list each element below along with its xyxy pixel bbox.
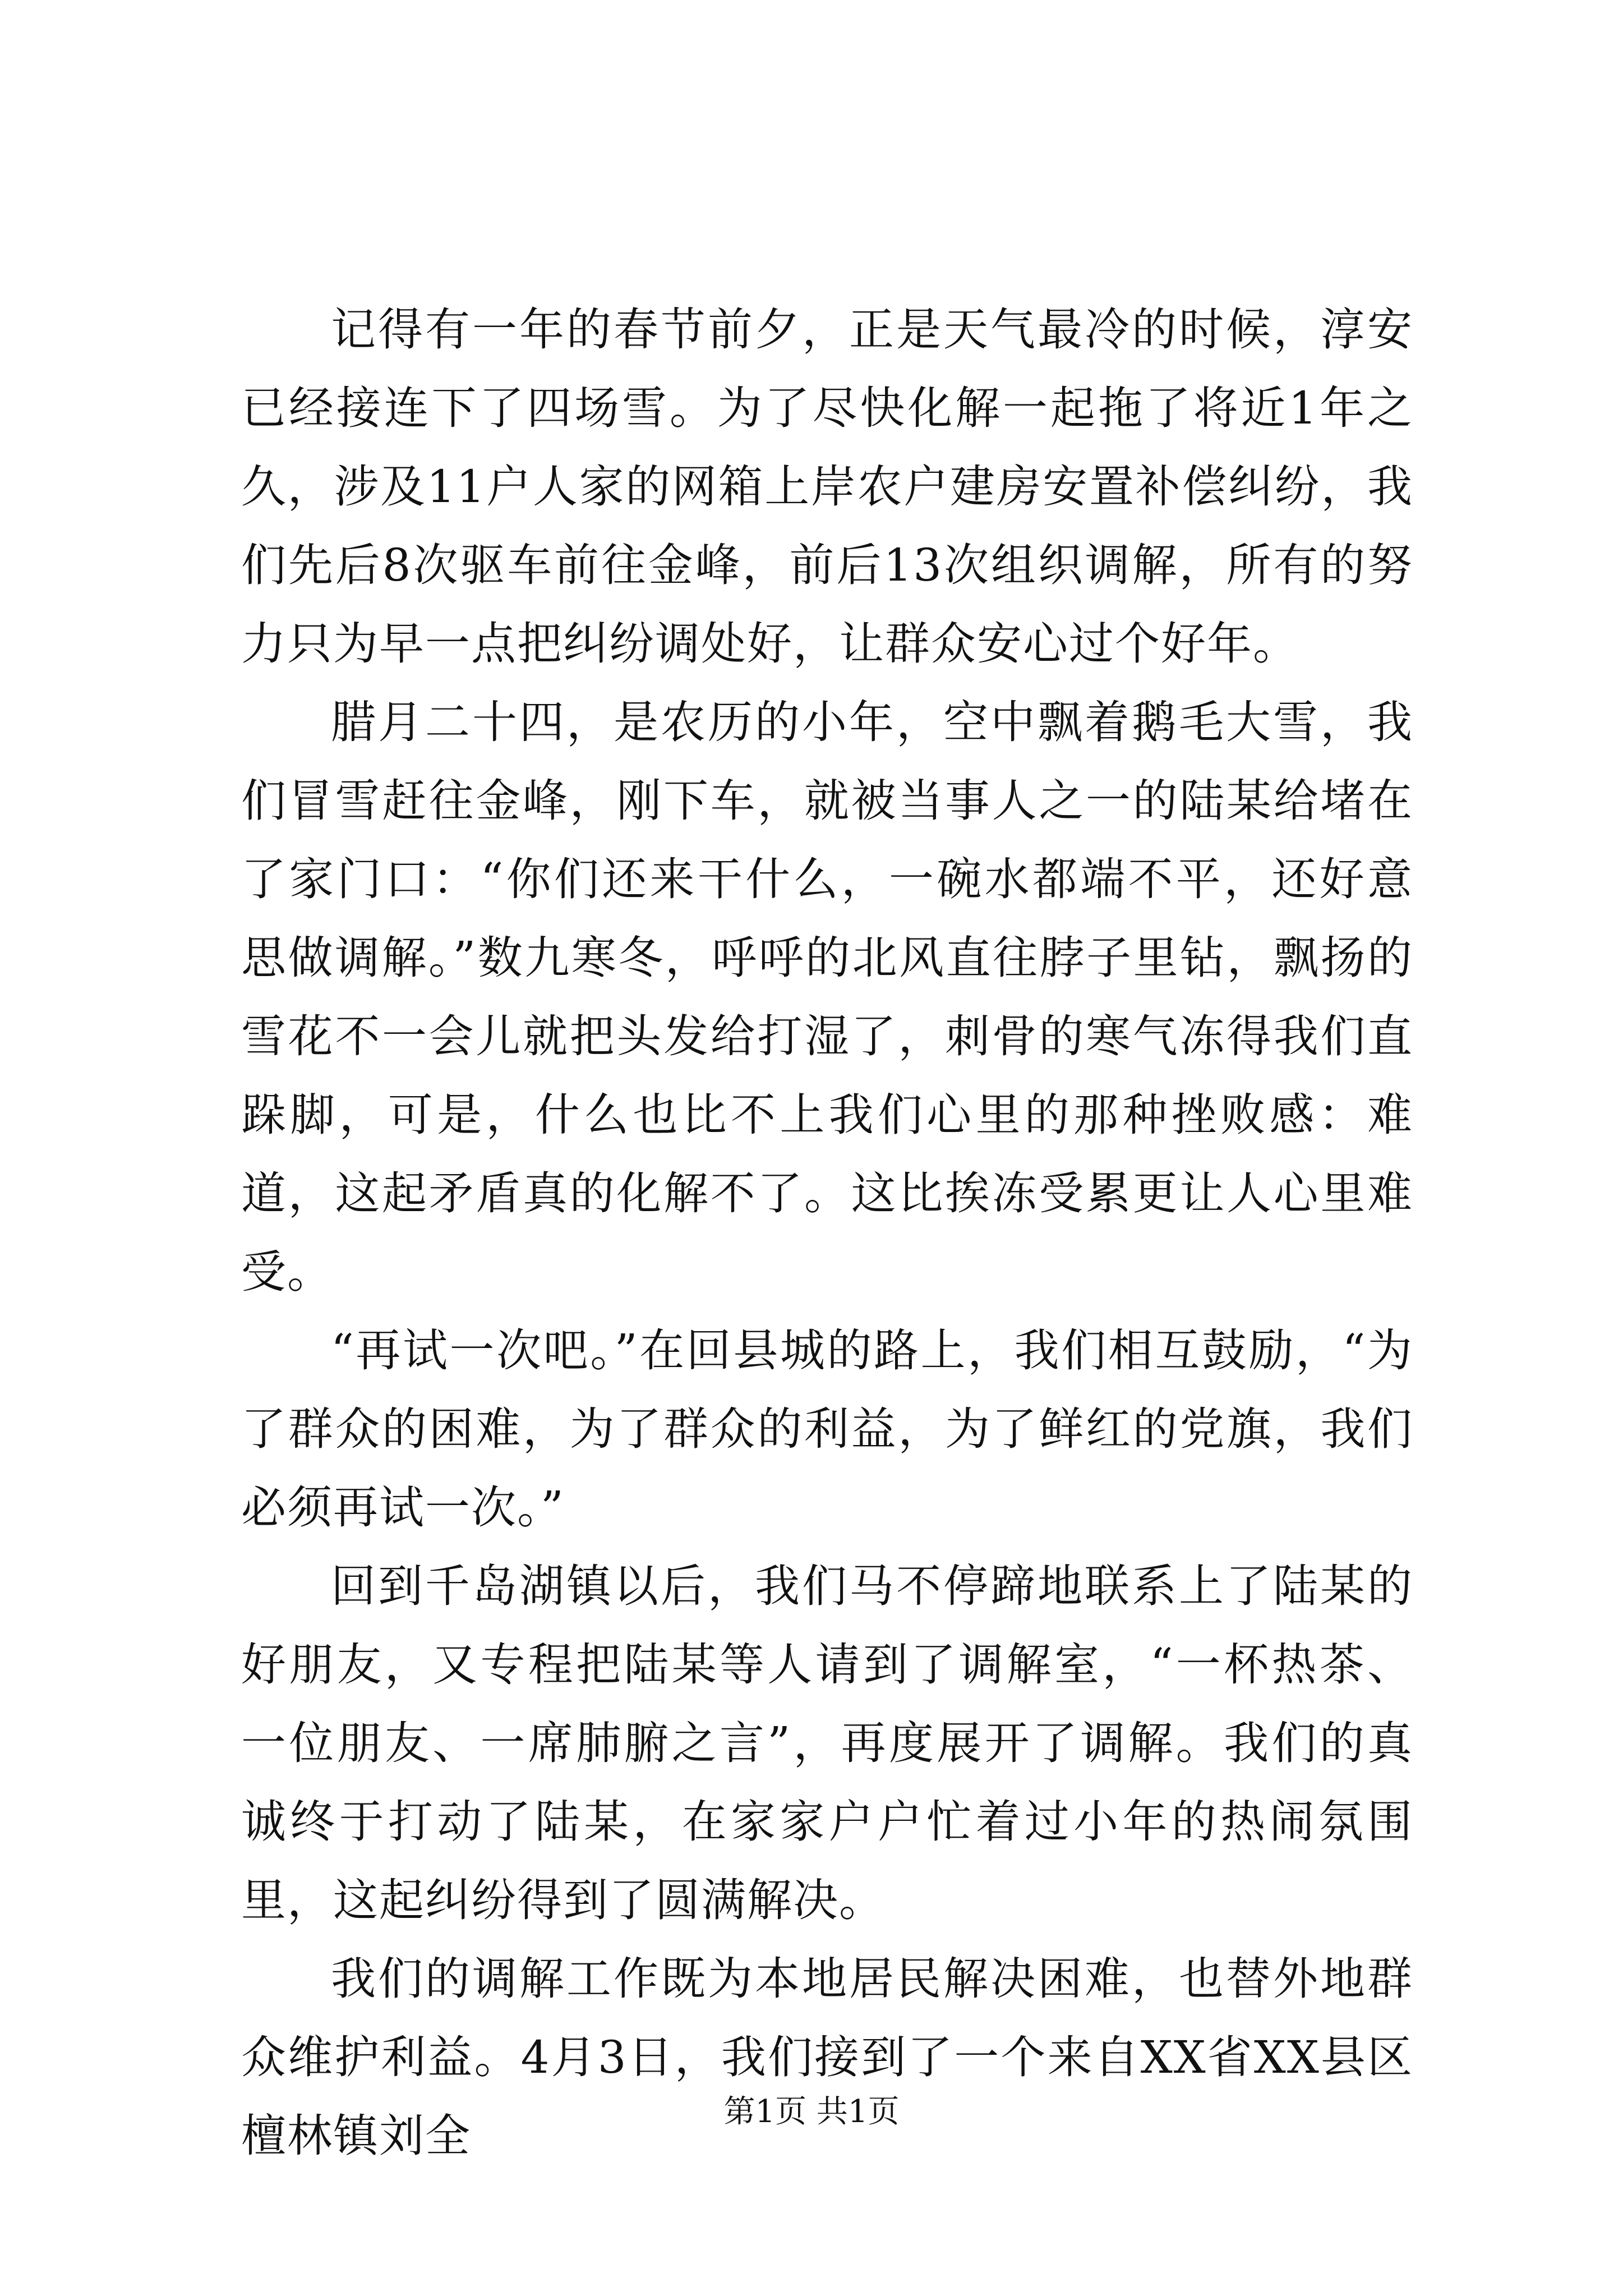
paragraph-2: 腊月二十四，是农历的小年，空中飘着鹅毛大雪，我们冒雪赶往金峰，刚下车，就被当事人之一的陆某给堵在了家门口：“你们还来干什么，一碗水都端不平，还好意思做调解。”数九寒冬，呼呼的北风直往脖子里钻，飘扬的雪花不一会儿就把头发给打湿了，刺骨的寒气冻得我们直跺脚，可是，什么也比不上我们心里的那种挫败感：难道，这起矛盾真的化解不了。这比挨冻受累更让人心里难受。 bbox=[241, 696, 1413, 1298]
paragraph-1: 记得有一年的春节前夕，正是天气最冷的时候，淳安已经接连下了四场雪。为了尽快化解一起拖了将近1年之久，涉及11户人家的网箱上岸农户建房安置补偿纠纷，我们先后8次驱车前往金峰，前后13次组织调解，所有的努力只为早一点把纠纷调处好，让群众安心过个好年。 bbox=[241, 303, 1413, 670]
paragraph-3: “再试一次吧。”在回县城的路上，我们相互鼓励，“为了群众的困难，为了群众的利益，为了鲜红的党旗，我们必须再试一次。” bbox=[241, 1324, 1413, 1534]
document-body bbox=[241, 291, 1413, 2175]
paragraph-4: 回到千岛湖镇以后，我们马不停蹄地联系上了陆某的好朋友，又专程把陆某等人请到了调解室，“一杯热茶、一位朋友、一席肺腑之言”，再度展开了调解。我们的真诚终于打动了陆某，在家家户户忙着过小年的热闹氛围里，这起纠纷得到了圆满解决。 bbox=[241, 1560, 1413, 1926]
page-footer: 第1页 共1页 bbox=[723, 2093, 900, 2130]
paragraph-5: 我们的调解工作既为本地居民解决困难，也替外地群众维护利益。4月3日，我们接到了一个来自XX省XX县区檀林镇刘全 bbox=[241, 1953, 1413, 2162]
